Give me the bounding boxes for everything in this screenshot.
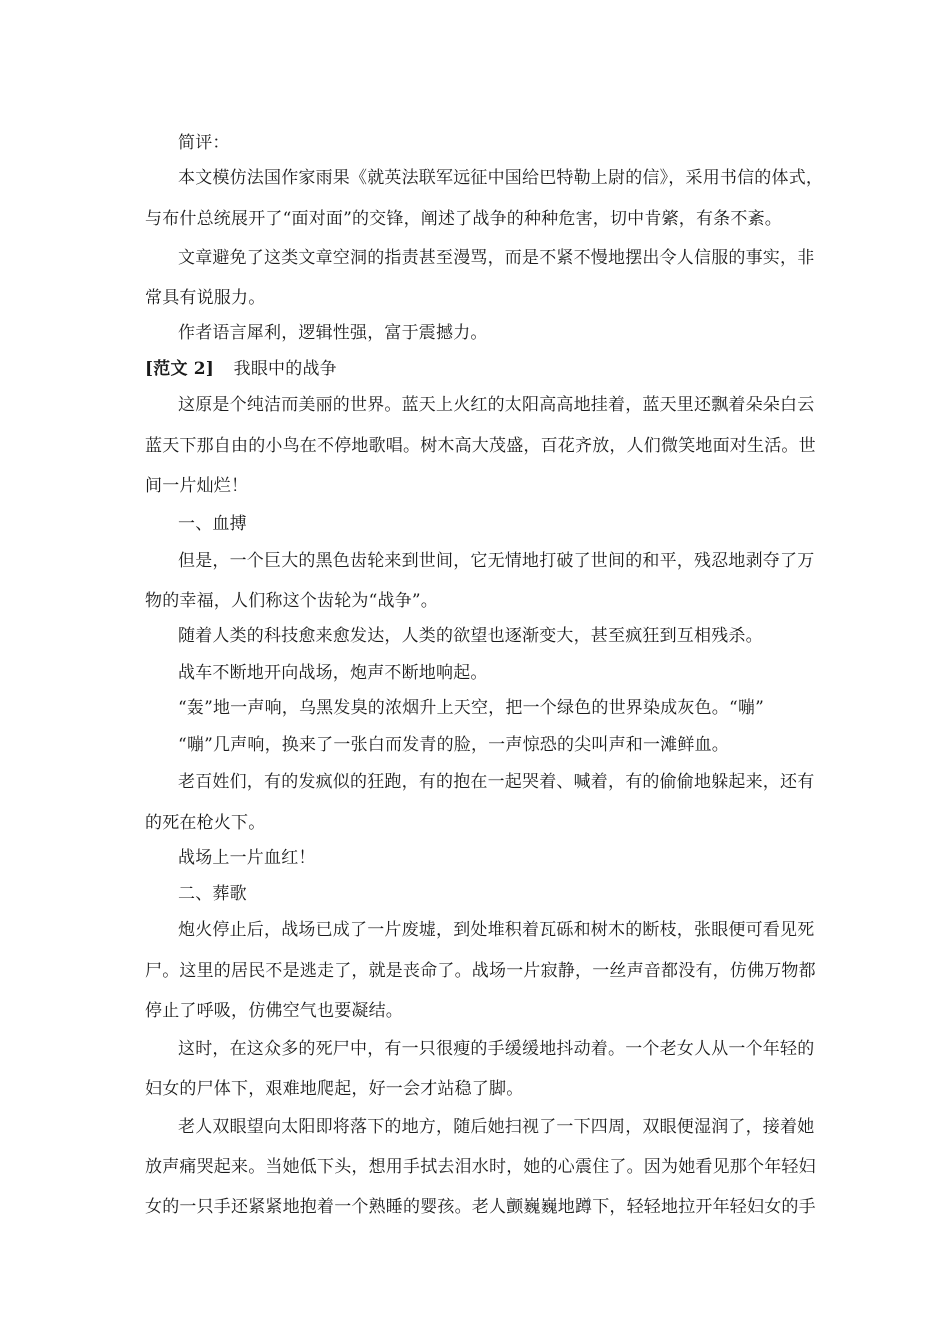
essay-heading [145, 354, 337, 379]
section-1-paragraph-3: 战车不断地开向战场，炮声不断地响起。 [178, 663, 488, 683]
section-2-paragraph-3-line-2: 放声痛哭起来。当她低下头，想用手拭去泪水时，她的心震住了。因为她看见那个年轻妇 [145, 1157, 816, 1177]
section-2-paragraph-2-line-1: 这时，在这众多的死尸中，有一只很瘦的手缓缓地抖动着。一个老女人从一个年轻的 [178, 1039, 815, 1059]
intro-line-2: 蓝天下那自由的小鸟在不停地歌唱。树木高大茂盛，百花齐放，人们微笑地面对生活。世 [145, 436, 816, 456]
section-1-paragraph-1-line-2: 物的幸福，人们称这个齿轮为“战争”。 [145, 591, 438, 611]
section-1-paragraph-4-line-2: “嘣”几声响，换来了一张白而发青的脸，一声惊恐的尖叫声和一滩鲜血。 [178, 735, 729, 755]
review-paragraph-1-line-1: 本文模仿法国作家雨果《就英法联军远征中国给巴特勒上尉的信》，采用书信的体式， [178, 168, 824, 188]
intro-line-1: 这原是个纯洁而美丽的世界。蓝天上火红的太阳高高地挂着，蓝天里还飘着朵朵白云 [178, 395, 815, 415]
section-1-paragraph-1-line-1: 但是，一个巨大的黑色齿轮来到世间，它无情地打破了世间的和平，残忍地剥夺了万 [178, 551, 815, 571]
section-2-paragraph-1-line-1: 炮火停止后，战场已成了一片废墟，到处堆积着瓦砾和树木的断枝，张眼便可看见死 [178, 920, 815, 940]
essay-tag: [范文 2] [145, 359, 215, 379]
section-2-title: 二、葬歌 [178, 884, 247, 904]
section-2-paragraph-3-line-3: 女的一只手还紧紧地抱着一个熟睡的婴孩。老人颤巍巍地蹲下，轻轻地拉开年轻妇女的手 [145, 1197, 816, 1217]
section-1-paragraph-5-line-1: 老百姓们，有的发疯似的狂跑，有的抱在一起哭着、喊着，有的偷偷地躲起来，还有 [178, 772, 815, 792]
review-paragraph-2-line-2: 常具有说服力。 [145, 288, 266, 308]
section-1-title: 一、血搏 [178, 514, 247, 534]
intro-line-3: 间一片灿烂！ [145, 476, 249, 496]
section-1-paragraph-4-line-1: “轰”地一声响，乌黑发臭的浓烟升上天空，把一个绿色的世界染成灰色。“嘣” [178, 698, 764, 718]
section-2-paragraph-1-line-2: 尸。这里的居民不是逃走了，就是丧命了。战场一片寂静，一丝声音都没有，仿佛万物都 [145, 961, 816, 981]
section-1-paragraph-2: 随着人类的科技愈来愈发达，人类的欲望也逐渐变大，甚至疯狂到互相残杀。 [178, 626, 763, 646]
review-label: 简评： [178, 133, 230, 153]
essay-title: 我眼中的战争 [233, 359, 337, 379]
section-1-paragraph-6: 战场上一片血红！ [178, 848, 316, 868]
section-2-paragraph-1-line-3: 停止了呼吸，仿佛空气也要凝结。 [145, 1001, 403, 1021]
section-2-paragraph-3-line-1: 老人双眼望向太阳即将落下的地方，随后她扫视了一下四周，双眼便湿润了，接着她 [178, 1117, 815, 1137]
review-paragraph-2-line-1: 文章避免了这类文章空洞的指责甚至漫骂，而是不紧不慢地摆出令人信服的事实，非 [178, 248, 815, 268]
review-paragraph-1-line-2: 与布什总统展开了“面对面”的交锋，阐述了战争的种种危害，切中肯綮，有条不紊。 [145, 209, 782, 229]
section-1-paragraph-5-line-2: 的死在枪火下。 [145, 813, 266, 833]
review-paragraph-3: 作者语言犀利，逻辑性强，富于震撼力。 [178, 323, 488, 343]
section-2-paragraph-2-line-2: 妇女的尸体下，艰难地爬起，好一会才站稳了脚。 [145, 1079, 524, 1099]
